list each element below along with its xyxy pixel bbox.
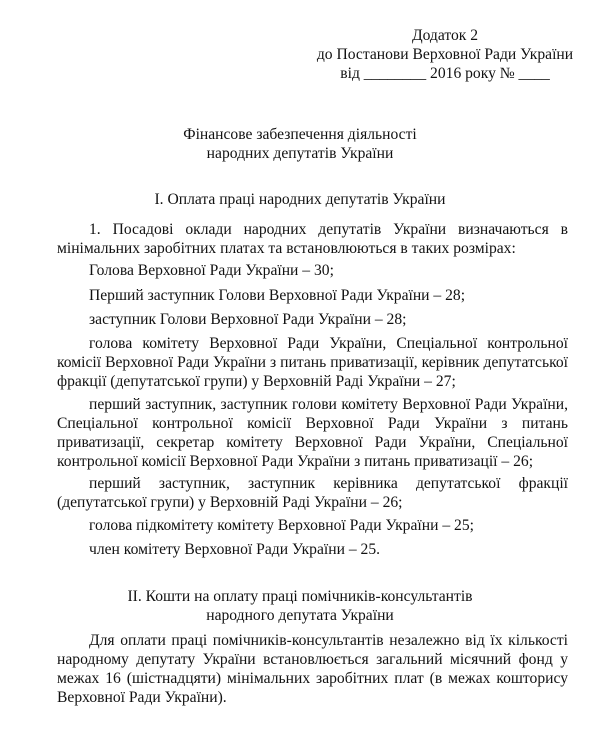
- appendix-header: [300, 26, 590, 83]
- appendix-number: Додаток 2: [411, 27, 479, 44]
- list-item: перший заступник, заступник голови комітету Верховної Ради України, Спеціальної контрольної комісії Верховної Ради України з питань приватизації, секретар комітету Верховної Ради України, Спеціальної контрольної комісії Верховної Ради України з питань приватизації – 26;: [57, 396, 568, 470]
- section-1-heading: І. Оплата праці народних депутатів України: [154, 191, 446, 208]
- section-2-heading-line-2: народного депутата України: [206, 607, 394, 624]
- list-item: голова комітету Верховної Ради України, Спеціальної контрольної комісії Верховної Ради України з питань приватизації, керівник депутатської фракції (депутатської групи) у Верховній Раді України – 27;: [57, 335, 568, 390]
- appendix-date-line: від ________ 2016 року № ____: [340, 65, 550, 82]
- list-item: Голова Верховної Ради України – 30;: [89, 262, 334, 279]
- list-item: голова підкомітету комітету Верховної Ради України – 25;: [89, 517, 474, 534]
- list-item: член комітету Верховної Ради України – 25.: [89, 541, 381, 558]
- list-item: перший заступник, заступник керівника депутатської фракції (депутатської групи) у Верховній Раді України – 26;: [57, 475, 568, 511]
- section-2-heading-line-1: ІІ. Кошти на оплату праці помічників-консультантів: [127, 588, 473, 605]
- list-item: Перший заступник Голови Верховної Ради України – 28;: [89, 287, 466, 304]
- document-title: [0, 125, 600, 163]
- list-item: заступник Голови Верховної Ради України – 28;: [89, 311, 407, 328]
- title-line-2: народних депутатів України: [206, 145, 394, 162]
- section-2-paragraph: Для оплати праці помічників-консультантів незалежно від їх кількості народному депутату України встановлюється загальний місячний фонд у межах 16 (шістнадцяти) мінімальних заробітних плат (в межах кошторису Верховної Ради України).: [57, 632, 568, 706]
- section-1-intro: 1. Посадові оклади народних депутатів України визначаються в мінімальних заробітних платах та встановлюються в таких розмірах:: [57, 221, 568, 257]
- appendix-reference: до Постанови Верховної Ради України: [316, 46, 574, 63]
- title-line-1: Фінансове забезпечення діяльності: [183, 126, 417, 143]
- section-2-heading: [0, 587, 600, 625]
